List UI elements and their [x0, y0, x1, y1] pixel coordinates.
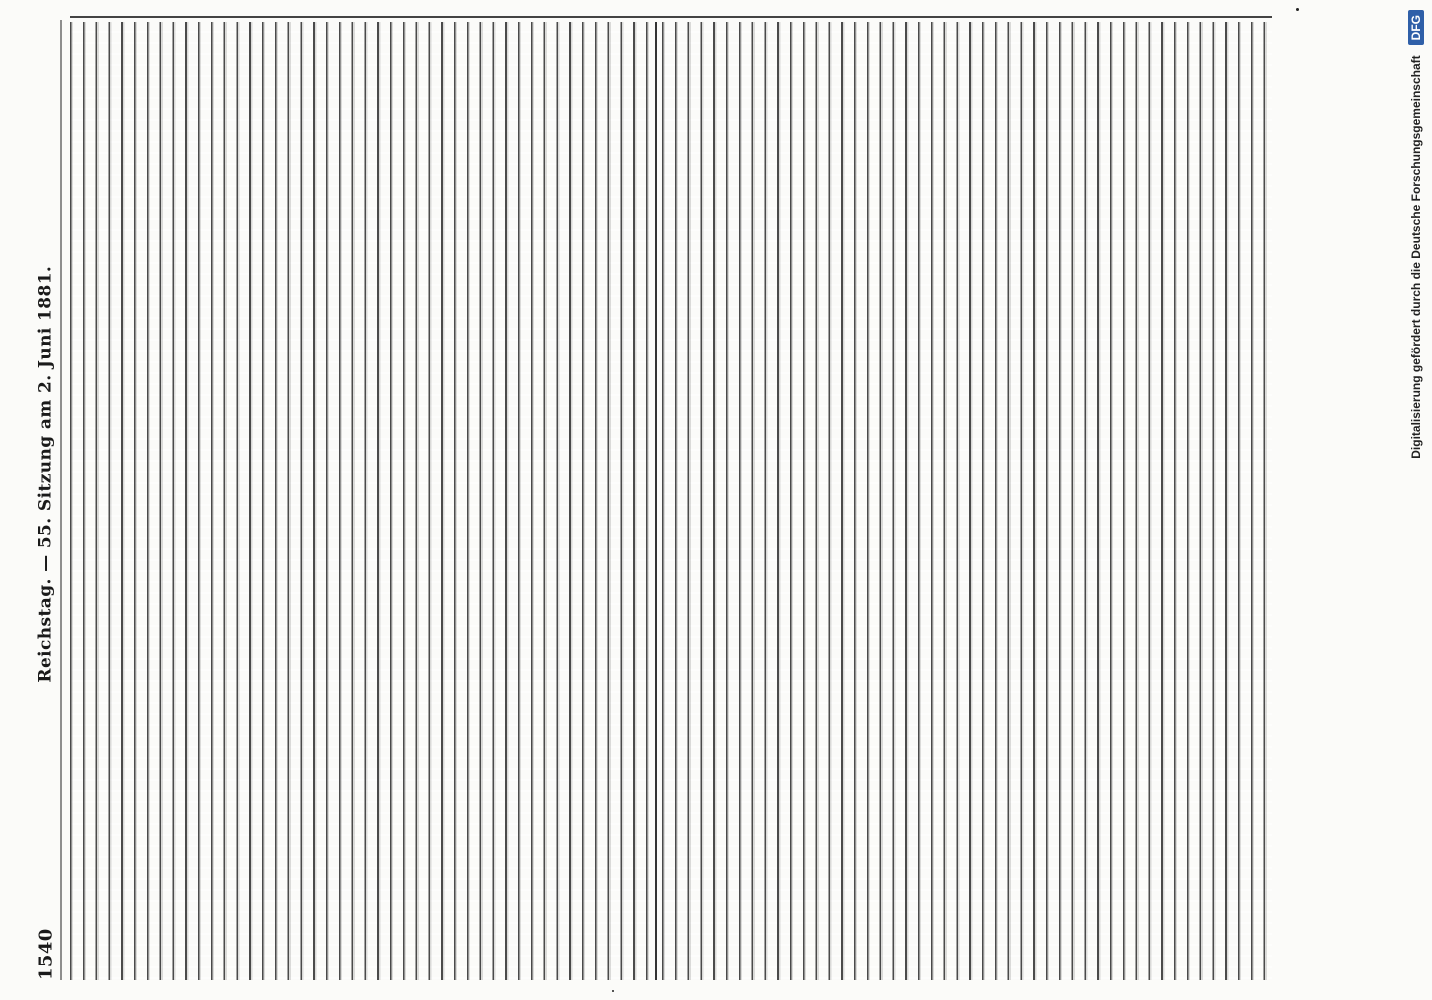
column-divider	[655, 22, 657, 980]
digitization-credit	[1404, 0, 1428, 1000]
text-column-right	[662, 22, 1272, 980]
scan-speck	[612, 990, 614, 992]
text-column-left	[70, 22, 650, 980]
header-rule	[70, 16, 1272, 18]
credit-text: Digitalisierung gefördert durch die Deutsche Forschungsgemeinschaft	[1409, 55, 1423, 459]
dfg-logo: DFG	[1408, 10, 1424, 45]
page-header	[28, 0, 64, 1000]
page-number: 1540	[35, 928, 56, 980]
running-head: Reichstag. — 55. Sitzung am 2. Juni 1881.	[35, 265, 56, 683]
scan-speck	[1296, 8, 1299, 11]
